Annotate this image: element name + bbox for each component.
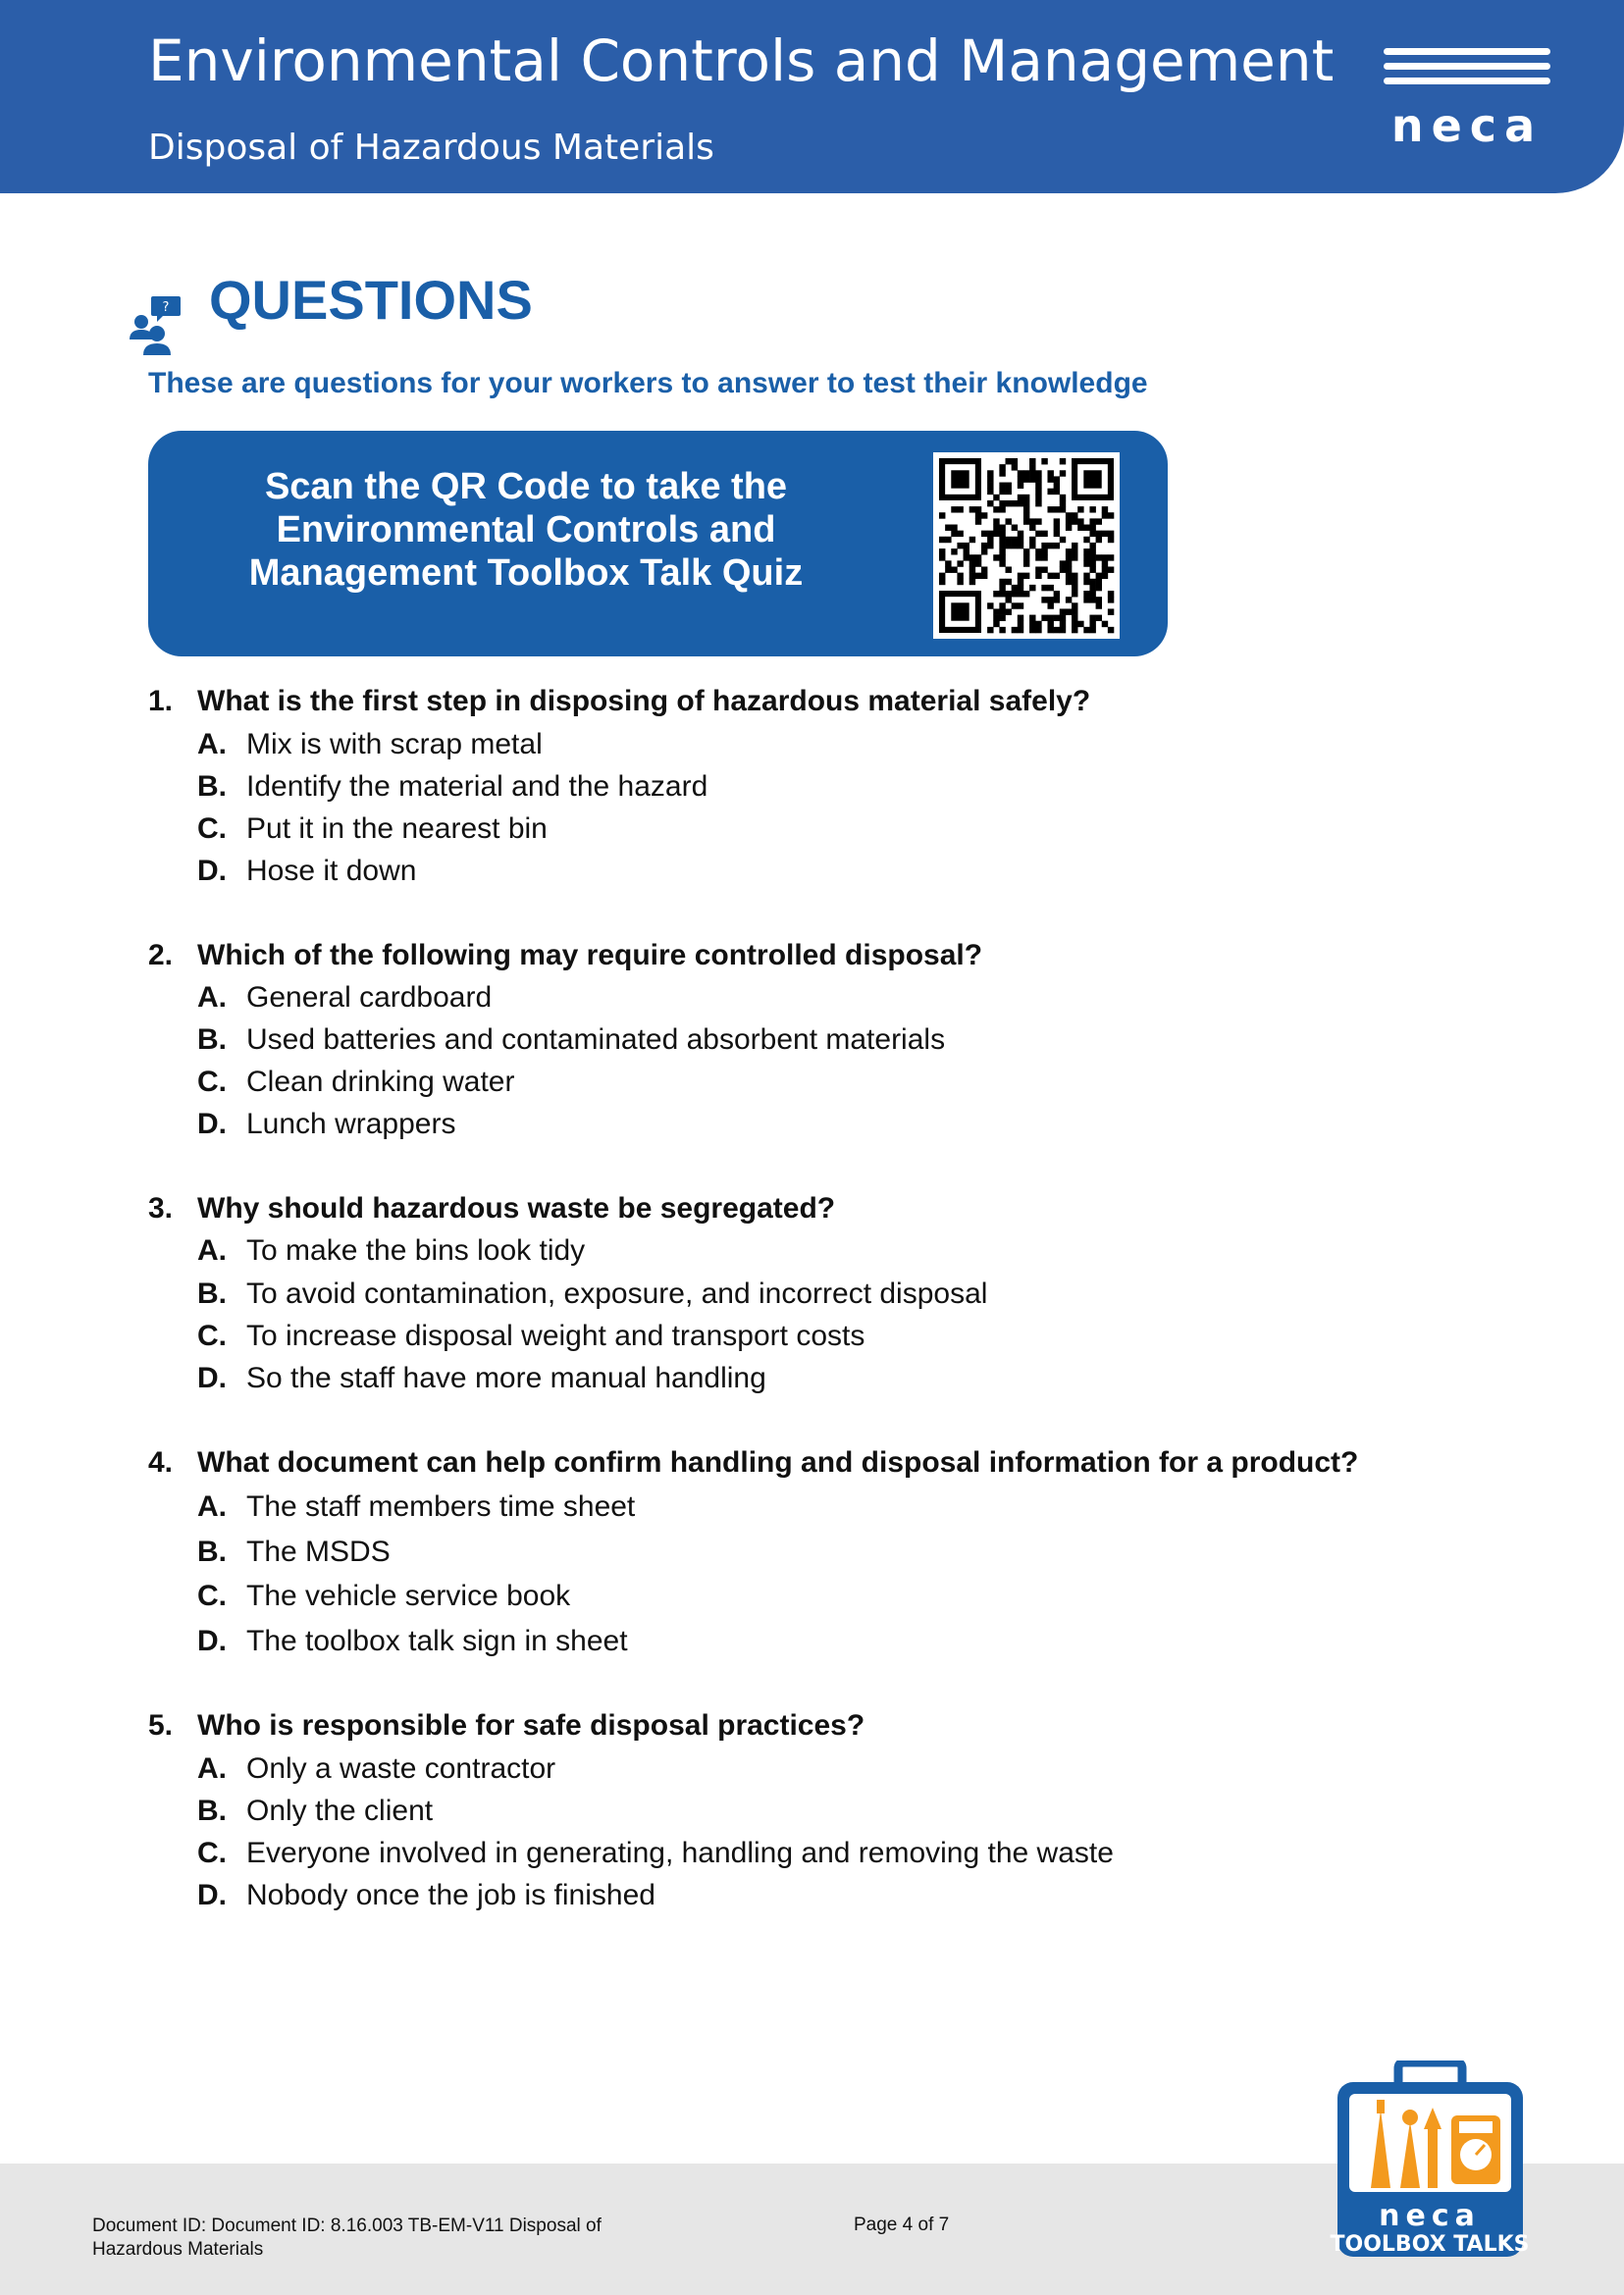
question-text: Who is responsible for safe disposal practices? [197, 1709, 865, 1742]
question-number: 4. [148, 1446, 174, 1479]
questions-heading: QUESTIONS [209, 269, 533, 331]
answer-text: The toolbox talk sign in sheet [246, 1625, 628, 1657]
answer-text: The staff members time sheet [246, 1490, 636, 1523]
questions-intro: These are questions for your workers to answer to test their knowledge [148, 367, 1148, 399]
document-subtitle: Disposal of Hazardous Materials [148, 128, 714, 168]
neca-logo-text: neca [1390, 99, 1544, 152]
answer-letter: A. [197, 1234, 227, 1267]
page-header [0, 0, 1624, 193]
question-text: What is the first step in disposing of hazardous material safely? [197, 685, 1091, 717]
neca-logo [1384, 44, 1550, 152]
qr-code-icon[interactable] [933, 452, 1120, 639]
qr-banner [148, 431, 1168, 656]
answer-text: To increase disposal weight and transport costs [246, 1320, 865, 1352]
qr-banner-text [207, 465, 845, 595]
answer-text: Mix is with scrap metal [246, 728, 543, 760]
answer-text: Nobody once the job is finished [246, 1879, 655, 1911]
answer-letter: A. [197, 1490, 227, 1523]
question-text: Which of the following may require controlled disposal? [197, 939, 983, 971]
answer-text: So the staff have more manual handling [246, 1362, 766, 1394]
answer-letter: D. [197, 1362, 227, 1394]
qr-banner-line: Scan the QR Code to take the [264, 466, 788, 507]
qr-banner-line: Environmental Controls and [276, 509, 776, 550]
answer-text: Only the client [246, 1795, 434, 1827]
answer-text: Lunch wrappers [246, 1108, 456, 1140]
question-text: Why should hazardous waste be segregated? [197, 1192, 836, 1225]
answer-text: Hose it down [246, 855, 417, 887]
toolbox-logo-top: neca [1379, 2199, 1481, 2233]
answer-text: Used batteries and contaminated absorbent materials [246, 1023, 946, 1056]
answer-letter: B. [197, 1023, 227, 1056]
answer-text: To avoid contamination, exposure, and incorrect disposal [246, 1278, 988, 1310]
answer-text: The MSDS [246, 1536, 391, 1568]
people-question-icon [128, 294, 184, 355]
svg-text:?: ? [162, 300, 170, 315]
answer-letter: A. [197, 1752, 227, 1785]
answer-text: Only a waste contractor [246, 1752, 556, 1785]
answer-letter: B. [197, 1536, 227, 1568]
qr-banner-line: Management Toolbox Talk Quiz [248, 552, 804, 594]
neca-toolbox-talks-logo [1330, 2060, 1531, 2262]
answer-letter: C. [197, 1320, 227, 1352]
answer-letter: D. [197, 1879, 227, 1911]
document-id: Document ID: Document ID: 8.16.003 TB-EM-V11 Disposal of Hazardous Materials [92, 2216, 602, 2260]
answer-letter: C. [197, 1837, 227, 1869]
answer-letter: D. [197, 1108, 227, 1140]
toolbox-logo-bottom: TOOLBOX TALKS [1330, 2232, 1530, 2257]
answer-text: General cardboard [246, 981, 493, 1014]
answer-text: Everyone involved in generating, handling and removing the waste [246, 1837, 1114, 1869]
answer-letter: C. [197, 1580, 227, 1612]
answer-letter: C. [197, 1066, 227, 1098]
answer-letter: A. [197, 728, 227, 760]
question-number: 1. [148, 685, 174, 717]
answer-text: To make the bins look tidy [246, 1234, 586, 1267]
answer-text: Identify the material and the hazard [246, 770, 708, 803]
answer-text: Clean drinking water [246, 1066, 515, 1098]
question-number: 3. [148, 1192, 174, 1225]
answer-text: The vehicle service book [246, 1580, 571, 1612]
answer-letter: B. [197, 770, 227, 803]
answer-text: Put it in the nearest bin [246, 812, 548, 845]
answer-letter: C. [197, 812, 227, 845]
answer-letter: D. [197, 1625, 227, 1657]
question-number: 2. [148, 939, 174, 971]
document-title: Environmental Controls and Management [148, 27, 1335, 94]
answer-letter: D. [197, 855, 227, 887]
question-text: What document can help confirm handling and disposal information for a product? [197, 1446, 1359, 1479]
page-number: Page 4 of 7 [854, 2215, 950, 2235]
answer-letter: B. [197, 1795, 227, 1827]
answer-letter: B. [197, 1278, 227, 1310]
question-number: 5. [148, 1709, 174, 1742]
answer-letter: A. [197, 981, 227, 1014]
